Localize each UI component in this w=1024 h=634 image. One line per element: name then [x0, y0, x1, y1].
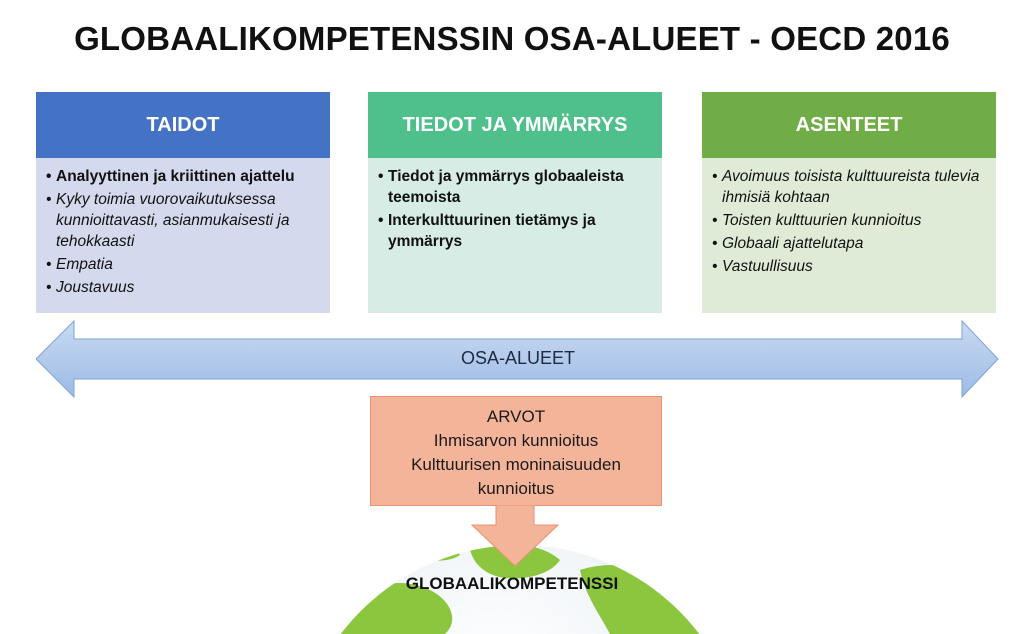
- double-arrow: [36, 320, 1000, 398]
- list-item: • Kyky toimia vuorovaikutuksessa kunnioittavasti, asianmukaisesti ja tehokkaasti: [46, 189, 320, 252]
- list-item: • Analyyttinen ja kriittinen ajattelu: [46, 166, 320, 187]
- column-heading: TIEDOT JA YMMÄRRYS: [368, 92, 662, 158]
- column-body: [368, 158, 662, 313]
- column-taidot: [36, 92, 330, 313]
- list-item: • Joustavuus: [46, 277, 320, 298]
- values-box: [370, 396, 662, 506]
- diagram-title: GLOBAALIKOMPETENSSIN OSA-ALUEET - OECD 2016: [74, 20, 950, 57]
- list-item: • Vastuullisuus: [712, 256, 986, 277]
- column-asenteet: [702, 92, 996, 313]
- values-line: ARVOT: [486, 407, 546, 426]
- values-line: Kulttuurisen moninaisuuden: [411, 455, 621, 474]
- down-arrow-icon: [470, 505, 560, 567]
- list-item: • Globaali ajattelutapa: [712, 233, 986, 254]
- list-item: • Empatia: [46, 254, 320, 275]
- column-body: [36, 158, 330, 313]
- values-line: kunnioitus: [477, 479, 555, 498]
- values-line: Ihmisarvon kunnioitus: [433, 431, 599, 450]
- list-item: • Interkulttuurinen tietämys ja ymmärrys: [378, 210, 652, 252]
- column-heading: ASENTEET: [702, 92, 996, 158]
- column-tiedot: [368, 92, 662, 313]
- list-item: • Tiedot ja ymmärrys globaaleista teemoista: [378, 166, 652, 208]
- column-body: [702, 158, 996, 313]
- column-heading: TAIDOT: [36, 92, 330, 158]
- globe-label: GLOBAALIKOMPETENSSI: [405, 574, 619, 593]
- arrow-label: OSA-ALUEET: [460, 348, 576, 368]
- list-item: • Avoimuus toisista kulttuureista tulevia ihmisiä kohtaan: [712, 166, 986, 208]
- list-item: • Toisten kulttuurien kunnioitus: [712, 210, 986, 231]
